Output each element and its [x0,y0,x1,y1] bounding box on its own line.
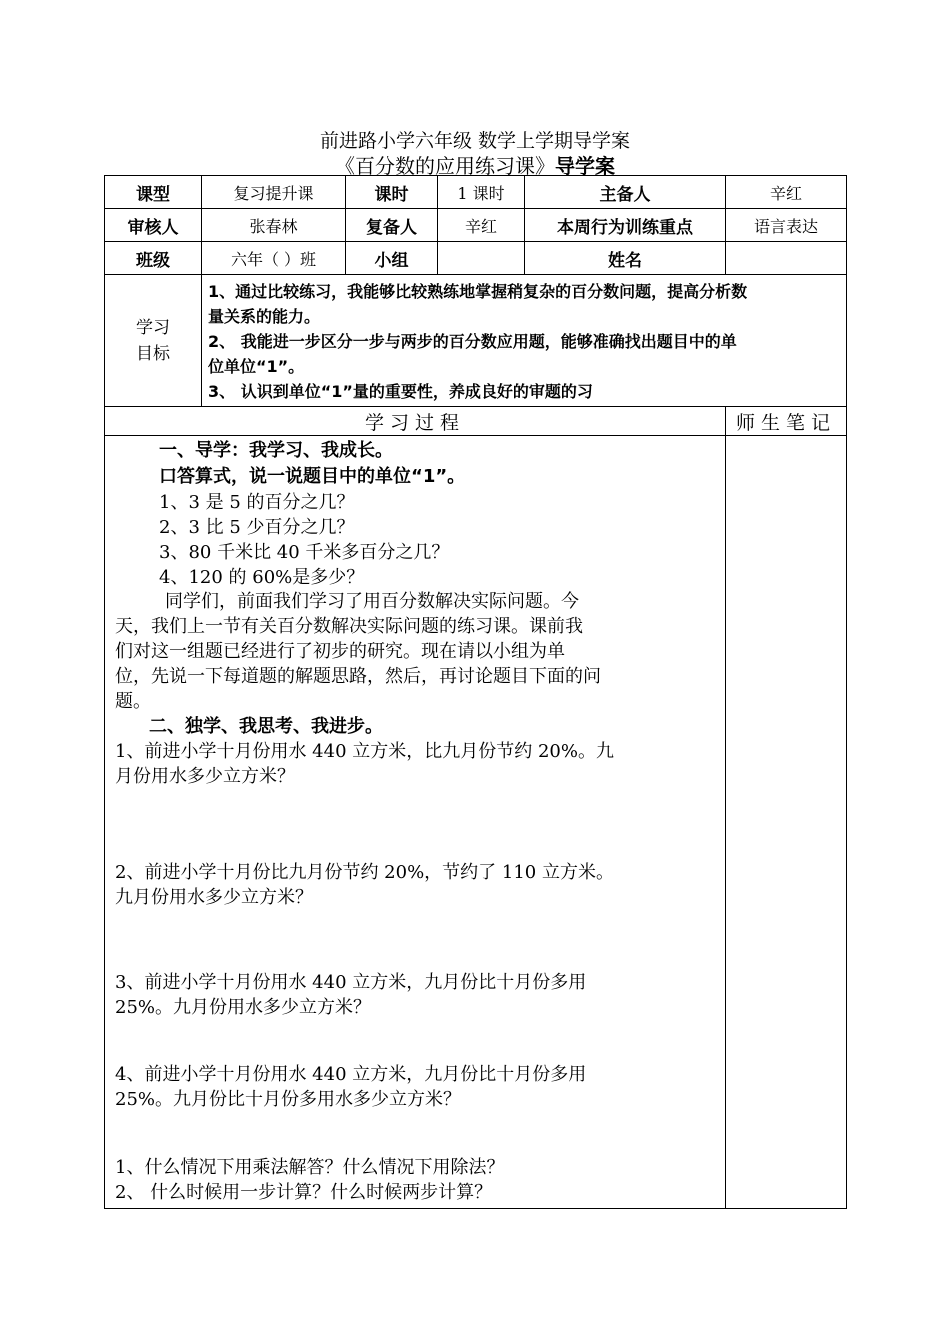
followup-question: 1、什么情况下用乘法解答？什么情况下用除法？ [115,1157,505,1178]
class-label: 班级 [105,242,202,275]
paragraph-line: 位，先说一下每道题的解题思路，然后，再讨论题目下面的问 [115,666,601,687]
exercise-line: 九月份用水多少立方米？ [115,887,313,908]
period-label: 课时 [346,176,438,209]
table-row [105,176,847,209]
goal-line: 1、通过比较练习，我能够比较熟练地掌握稍复杂的百分数问题，提高分析数 [208,282,748,301]
oral-question: 4、120 的 60%是多少？ [159,567,365,588]
notes-cell[interactable] [726,436,847,1209]
lead-label: 主备人 [525,176,726,209]
goal-line: 3、 认识到单位“1”量的重要性，养成良好的审题的习 [208,382,593,401]
goal-line: 2、 我能进一步区分一步与两步的百分数应用题，能够准确找出题目中的单 [208,332,737,351]
name-value[interactable] [726,242,847,275]
co-preparer-label: 复备人 [346,209,438,242]
exercise-line: 4、前进小学十月份用水 440 立方米，九月份比十月份多用 [115,1064,587,1085]
lesson-plan-table [104,175,847,1209]
oral-question: 1、3 是 5 的百分之几？ [159,492,355,513]
exercise-line: 25%。九月份比十月份多用水多少立方米？ [115,1089,462,1110]
goals-cell [202,275,847,407]
focus-label: 本周行为训练重点 [525,209,726,242]
exercise-line: 3、前进小学十月份用水 440 立方米，九月份比十月份多用 [115,972,587,993]
table-row [105,275,847,407]
table-row [105,407,847,436]
exercise-line: 月份用水多少立方米？ [115,766,295,787]
notes-header: 师生笔记 [726,407,847,436]
focus-value: 语言表达 [726,209,847,242]
name-label: 姓名 [525,242,726,275]
class-value: 六年（ ）班 [202,242,346,275]
exercise-line: 25%。九月份用水多少立方米？ [115,997,372,1018]
subtitle-book: 《百分数的应用练习课》 [335,154,555,178]
group-value[interactable] [438,242,525,275]
course-type-label: 课型 [105,176,202,209]
group-label: 小组 [346,242,438,275]
table-row [105,242,847,275]
goals-label: 学习 目标 [105,275,202,407]
period-value: 1 课时 [438,176,525,209]
lead-value: 辛红 [726,176,847,209]
followup-question: 2、 什么时候用一步计算？什么时候两步计算？ [115,1182,493,1203]
course-type-value: 复习提升课 [202,176,346,209]
table-row [105,209,847,242]
section-1-subtitle: 口答算式，说一说题目中的单位“1”。 [159,466,466,487]
oral-question: 3、80 千米比 40 千米多百分之几？ [159,542,450,563]
oral-question: 2、3 比 5 少百分之几？ [159,517,355,538]
exercise-line: 2、前进小学十月份比九月份节约 20%，节约了 110 立方米。 [115,862,614,883]
paragraph-line: 天，我们上一节有关百分数解决实际问题的练习课。课前我 [115,616,583,637]
reviewer-value: 张春林 [202,209,346,242]
section-1-title: 一、导学：我学习、我成长。 [159,440,393,461]
paragraph-line: 同学们，前面我们学习了用百分数解决实际问题。今 [165,591,579,612]
goal-line: 量关系的能力。 [208,307,321,326]
page-title: 前进路小学六年级 数学上学期导学案 [319,130,631,152]
exercise-line: 1、前进小学十月份用水 440 立方米，比九月份节约 20%。九 [115,741,614,762]
section-2-title: 二、独学、我思考、我进步。 [149,716,383,737]
paragraph-line: 题。 [115,691,151,712]
process-header: 学习过程 [105,407,726,436]
process-cell [105,436,726,1209]
table-row [105,436,847,1209]
subtitle-suffix: 导学案 [555,154,615,178]
goal-line: 位单位“1”。 [208,357,305,376]
paragraph-line: 们对这一组题已经进行了初步的研究。现在请以小组为单 [115,641,565,662]
co-preparer-value: 辛红 [438,209,525,242]
reviewer-label: 审核人 [105,209,202,242]
